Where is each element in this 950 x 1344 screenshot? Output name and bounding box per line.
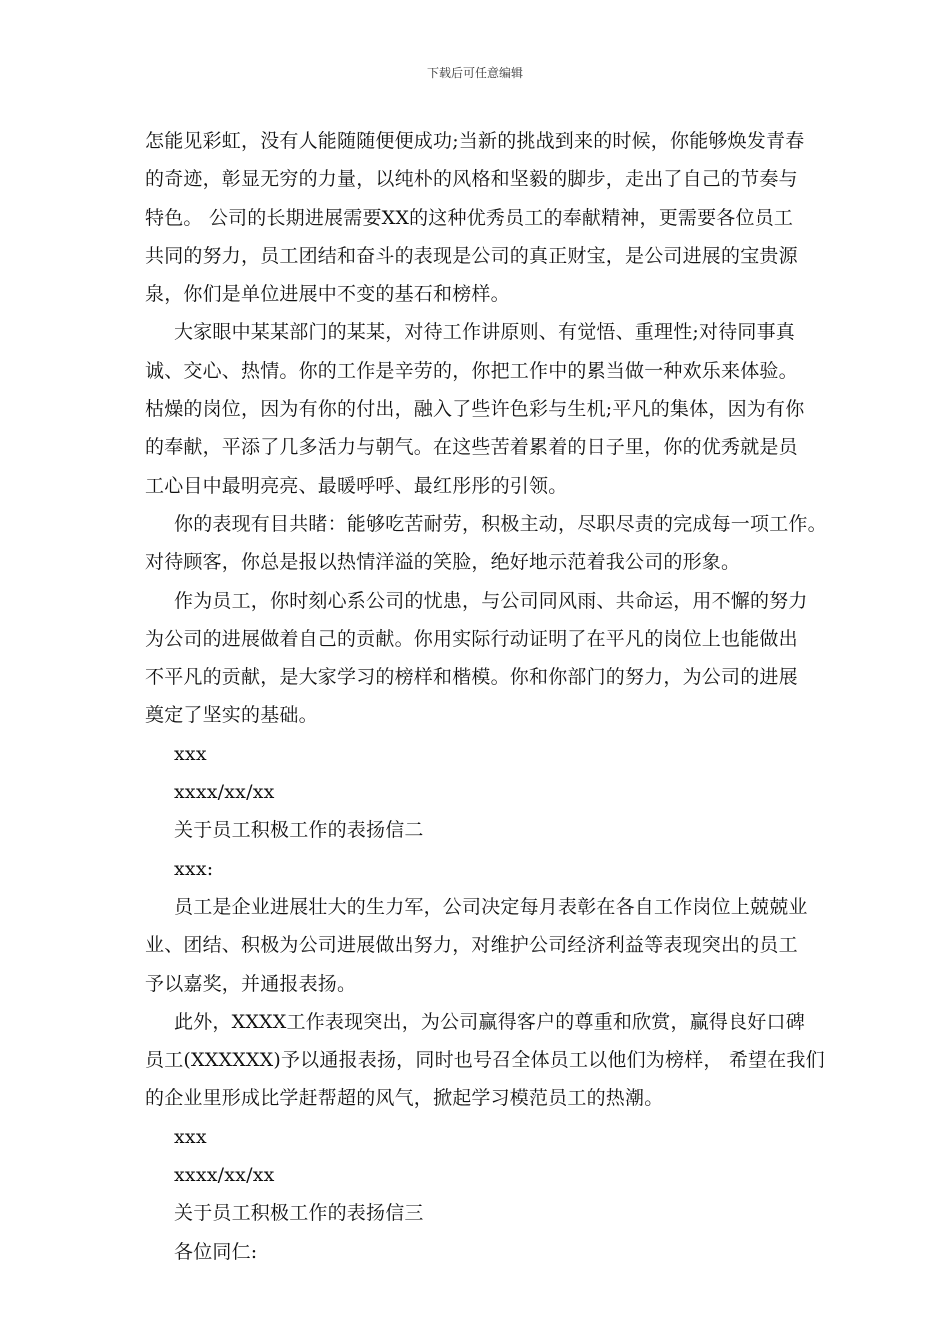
salutation: 各位同仁:: [174, 1240, 258, 1263]
section-title: 关于员工积极工作的表扬信二: [174, 819, 424, 842]
text-line: 怎能见彩虹，没有人能随随便便成功;当新的挑战到来的时候，你能够焕发青春: [145, 130, 805, 152]
text-line: 的奉献，平添了几多活力与朝气。在这些苦着累着的日子里，你的优秀就是员: [145, 436, 798, 459]
section-title: 关于员工积极工作的表扬信三: [174, 1202, 424, 1225]
text-line: 枯燥的岗位，因为有你的付出，融入了些许色彩与生机;平凡的集体，因为有你: [145, 398, 805, 421]
text-line: 的奇迹，彰显无穷的力量，以纯朴的风格和坚毅的脚步，走出了自己的节奏与: [145, 168, 798, 191]
text-line: 特色。 公司的长期进展需要XX的这种优秀员工的奉献精神，更需要各位员工: [145, 206, 794, 229]
text-line: 予以嘉奖，并通报表扬。: [145, 972, 357, 995]
salutation: xxx:: [174, 857, 214, 880]
text-line: 不平凡的贡献，是大家学习的榜样和楷模。你和你部门的努力，为公司的进展: [145, 666, 798, 689]
signature-name: xxx: [174, 1125, 207, 1148]
signature-name: xxx: [174, 742, 207, 765]
page-header: 下载后可任意编辑: [426, 66, 523, 80]
text-line: 为公司的进展做着自己的贡献。你用实际行动证明了在平凡的岗位上也能做出: [145, 627, 798, 650]
text-line: 业、团结、积极为公司进展做出努力，对维护公司经济利益等表现突出的员工: [145, 934, 798, 957]
text-line: 作为员工，你时刻心系公司的忧患，与公司同风雨、共命运，用不懈的努力: [174, 589, 808, 612]
text-line: 奠定了坚实的基础。: [145, 704, 318, 727]
text-line: 对待顾客，你总是报以热情洋溢的笑脸，绝好地示范着我公司的形象。: [145, 551, 741, 574]
text-line: 泉，你们是单位进展中不变的基石和榜样。: [145, 283, 510, 306]
text-line: 你的表现有目共睹：能够吃苦耐劳，积极主动，尽职尽责的完成每一项工作。: [174, 512, 827, 535]
text-line: 员工(XXXXXX)予以通报表扬，同时也号召全体员工以他们为榜样， 希望在我们: [145, 1049, 825, 1072]
text-line: 员工是企业进展壮大的生力军，公司决定每月表彰在各自工作岗位上兢兢业: [174, 895, 808, 918]
text-line: 大家眼中某某部门的某某，对待工作讲原则、有觉悟、重理性;对待同事真: [174, 321, 796, 344]
text-line: 工心目中最明亮亮、最暖呼呼、最红彤彤的引领。: [145, 474, 568, 497]
signature-date: xxxx/xx/xx: [174, 781, 275, 804]
signature-date: xxxx/xx/xx: [174, 1164, 275, 1187]
text-line: 的企业里形成比学赶帮超的风气，掀起学习模范员工的热潮。: [145, 1087, 664, 1110]
document-body: [145, 122, 825, 1271]
text-line: 共同的努力，员工团结和奋斗的表现是公司的真正财宝，是公司进展的宝贵源: [145, 244, 798, 267]
text-line: 诚、交心、热情。你的工作是辛劳的，你把工作中的累当做一种欢乐来体验。: [145, 359, 798, 382]
text-line: 此外，XXXX工作表现突出，为公司赢得客户的尊重和欣赏，赢得良好口碑: [174, 1010, 805, 1033]
